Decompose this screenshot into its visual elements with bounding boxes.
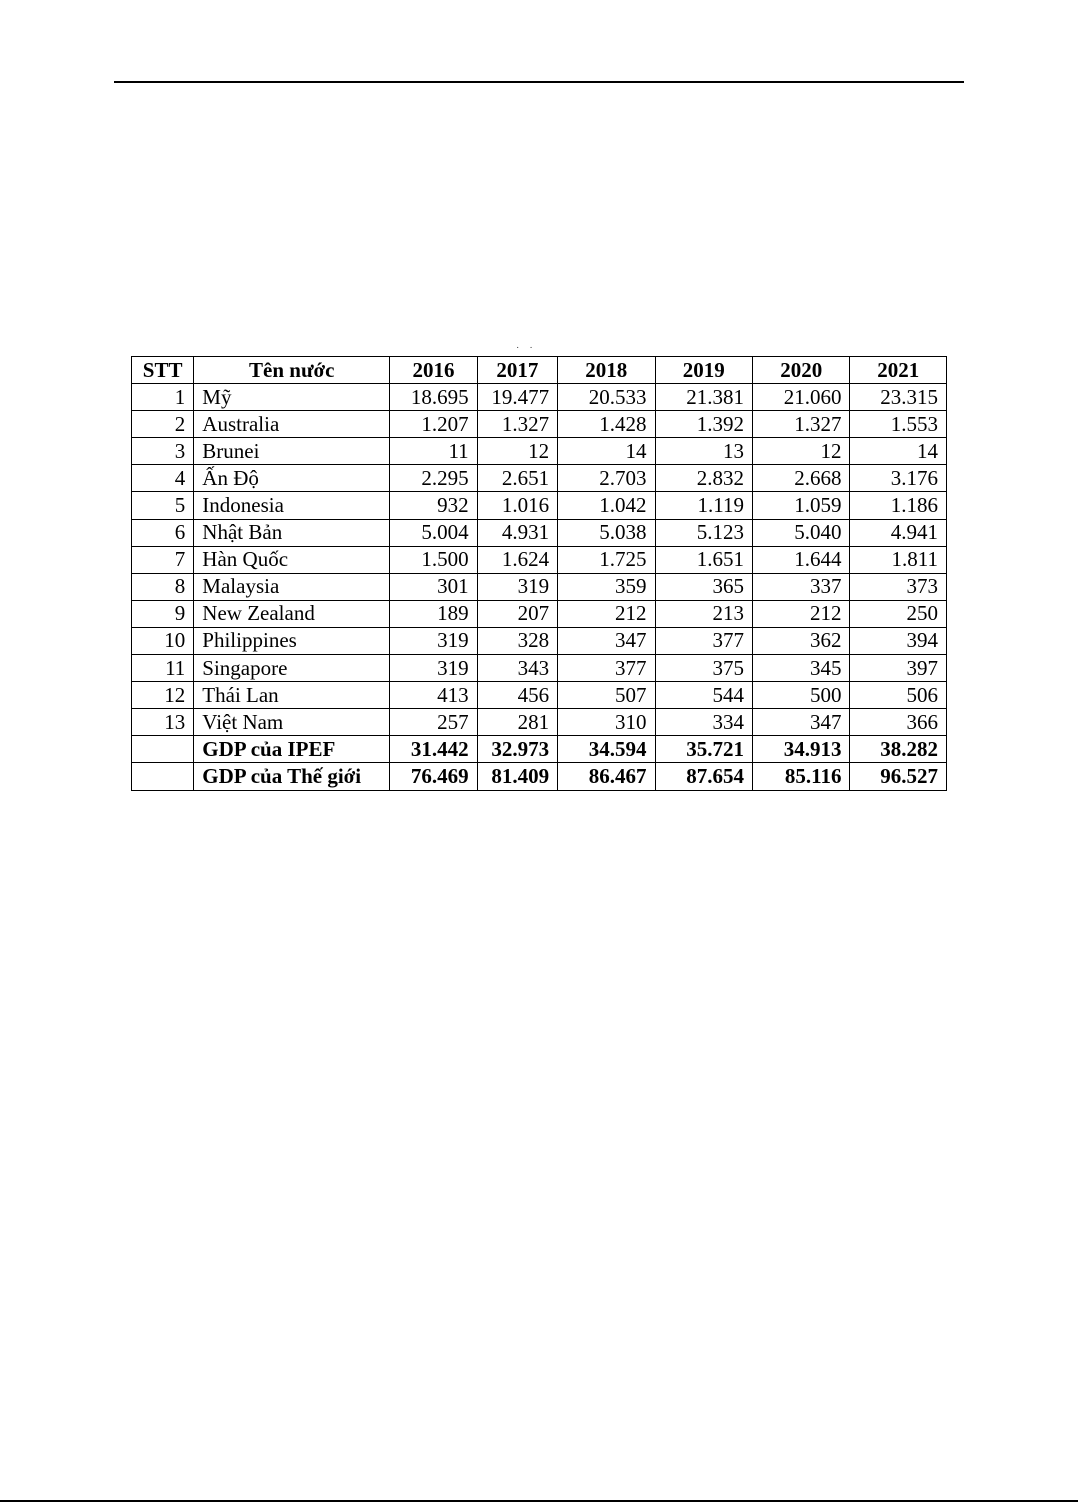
row-value: 2.703 [558,465,655,492]
total-value: 87.654 [655,763,752,790]
row-stt: 11 [132,655,194,682]
row-value: 5.038 [558,519,655,546]
table-row [132,492,947,519]
row-value: 4.931 [477,519,557,546]
row-value: 500 [753,682,850,709]
total-value: 31.442 [390,736,477,763]
row-value: 375 [655,655,752,682]
row-country: Brunei [194,438,390,465]
row-value: 21.381 [655,384,752,411]
row-country: Indonesia [194,492,390,519]
page-top-rule [114,81,964,83]
table-row [132,655,947,682]
row-value: 281 [477,709,557,736]
row-value: 1.725 [558,546,655,573]
total-value: 85.116 [753,763,850,790]
row-stt: 4 [132,465,194,492]
row-value: 2.668 [753,465,850,492]
row-value: 377 [655,627,752,654]
row-value: 2.832 [655,465,752,492]
row-value: 507 [558,682,655,709]
row-value: 5.123 [655,519,752,546]
row-value: 366 [850,709,947,736]
header-year-2017: 2017 [477,357,557,384]
row-value: 12 [477,438,557,465]
header-year-2019: 2019 [655,357,752,384]
row-value: 11 [390,438,477,465]
row-value: 328 [477,627,557,654]
row-value: 932 [390,492,477,519]
total-stt-empty [132,736,194,763]
row-value: 3.176 [850,465,947,492]
row-value: 1.428 [558,411,655,438]
row-stt: 3 [132,438,194,465]
row-value: 319 [477,573,557,600]
gdp-table [131,356,947,791]
row-stt: 2 [132,411,194,438]
row-value: 334 [655,709,752,736]
row-stt: 5 [132,492,194,519]
row-value: 250 [850,600,947,627]
header-stt: STT [132,357,194,384]
total-row [132,736,947,763]
table-header-row [132,357,947,384]
header-year-2020: 2020 [753,357,850,384]
row-value: 365 [655,573,752,600]
row-value: 301 [390,573,477,600]
row-stt: 12 [132,682,194,709]
total-label: GDP của IPEF [194,736,390,763]
row-value: 1.207 [390,411,477,438]
table-row [132,546,947,573]
row-value: 21.060 [753,384,850,411]
total-label: GDP của Thế giới [194,763,390,790]
table-row [132,627,947,654]
row-country: Ấn Độ [194,465,390,492]
row-value: 362 [753,627,850,654]
table-row [132,709,947,736]
row-value: 1.624 [477,546,557,573]
row-value: 213 [655,600,752,627]
row-value: 377 [558,655,655,682]
total-value: 76.469 [390,763,477,790]
table-row [132,600,947,627]
row-value: 544 [655,682,752,709]
header-year-2021: 2021 [850,357,947,384]
row-stt: 10 [132,627,194,654]
page-bottom-rule [0,1500,1078,1502]
row-value: 12 [753,438,850,465]
row-value: 14 [850,438,947,465]
row-country: Malaysia [194,573,390,600]
total-value: 35.721 [655,736,752,763]
total-row [132,763,947,790]
row-value: 4.941 [850,519,947,546]
row-stt: 6 [132,519,194,546]
row-value: 207 [477,600,557,627]
row-value: 373 [850,573,947,600]
row-value: 506 [850,682,947,709]
row-value: 5.004 [390,519,477,546]
row-value: 1.059 [753,492,850,519]
row-value: 397 [850,655,947,682]
row-value: 1.644 [753,546,850,573]
row-country: Nhật Bản [194,519,390,546]
row-value: 2.651 [477,465,557,492]
row-country: Hàn Quốc [194,546,390,573]
row-value: 1.186 [850,492,947,519]
row-value: 212 [558,600,655,627]
row-country: Australia [194,411,390,438]
row-value: 257 [390,709,477,736]
table-row [132,519,947,546]
row-country: Singapore [194,655,390,682]
total-stt-empty [132,763,194,790]
row-value: 347 [558,627,655,654]
row-country: Philippines [194,627,390,654]
table-body [132,384,947,790]
row-value: 413 [390,682,477,709]
row-value: 2.295 [390,465,477,492]
total-value: 96.527 [850,763,947,790]
gdp-table-container [131,356,947,791]
row-country: Việt Nam [194,709,390,736]
row-value: 20.533 [558,384,655,411]
row-value: 394 [850,627,947,654]
row-value: 19.477 [477,384,557,411]
header-year-2016: 2016 [390,357,477,384]
row-value: 23.315 [850,384,947,411]
row-value: 212 [753,600,850,627]
total-value: 34.913 [753,736,850,763]
row-value: 18.695 [390,384,477,411]
row-value: 1.553 [850,411,947,438]
table-row [132,384,947,411]
row-value: 14 [558,438,655,465]
total-value: 32.973 [477,736,557,763]
row-country: Thái Lan [194,682,390,709]
row-stt: 9 [132,600,194,627]
row-value: 347 [753,709,850,736]
row-country: Mỹ [194,384,390,411]
caption-artifact-icon: ˙˙ [516,346,543,357]
row-value: 1.119 [655,492,752,519]
row-value: 1.651 [655,546,752,573]
row-value: 1.327 [477,411,557,438]
total-value: 81.409 [477,763,557,790]
row-value: 13 [655,438,752,465]
table-row [132,682,947,709]
row-stt: 7 [132,546,194,573]
total-value: 86.467 [558,763,655,790]
row-value: 456 [477,682,557,709]
table-row [132,573,947,600]
row-value: 1.042 [558,492,655,519]
row-value: 5.040 [753,519,850,546]
table-row [132,465,947,492]
row-stt: 13 [132,709,194,736]
row-value: 345 [753,655,850,682]
row-value: 319 [390,627,477,654]
row-country: New Zealand [194,600,390,627]
table-row [132,438,947,465]
row-stt: 8 [132,573,194,600]
row-stt: 1 [132,384,194,411]
total-value: 34.594 [558,736,655,763]
row-value: 343 [477,655,557,682]
row-value: 1.327 [753,411,850,438]
row-value: 1.392 [655,411,752,438]
header-year-2018: 2018 [558,357,655,384]
row-value: 359 [558,573,655,600]
row-value: 1.500 [390,546,477,573]
row-value: 1.811 [850,546,947,573]
table-row [132,411,947,438]
row-value: 319 [390,655,477,682]
header-country: Tên nước [194,357,390,384]
row-value: 310 [558,709,655,736]
row-value: 1.016 [477,492,557,519]
row-value: 189 [390,600,477,627]
row-value: 337 [753,573,850,600]
total-value: 38.282 [850,736,947,763]
